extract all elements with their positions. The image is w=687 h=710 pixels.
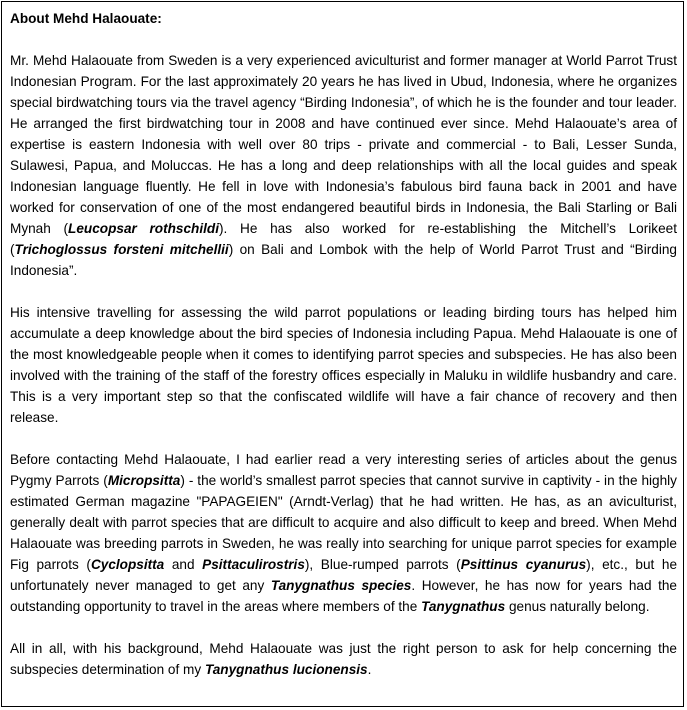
species-name: Tanygnathus (421, 599, 506, 614)
document-frame (1, 1, 684, 707)
paragraph-expertise (10, 302, 677, 428)
text-run: All in all, with his background, Mehd Halaouate was just the right person to ask for help concerning the subspecies determination of my (10, 641, 677, 677)
section-heading: About Mehd Halaouate: (10, 11, 162, 26)
text-run: ) - the world’s smallest parrot species that cannot survive in captivity - in the highly estimated German magazine "PAPAGEIEN" (Arndt-Verlag) that he had written. He has, as an aviculturist, generally dealt with parrot species that are difficult to acquire and also difficult to keep and breed. When Mehd Halaouate was breeding parrots in Sweden, he was really into searching for unique parrot species for example Fig parrots ( (10, 473, 677, 572)
text-run: . However, he has now for years had the outstanding opportunity to travel in the areas where members of the (10, 578, 677, 614)
text-run: ). He has also worked for re-establishing the Mitchell’s Lorikeet ( (10, 221, 677, 257)
species-name: Tanygnathus species (270, 578, 412, 593)
text-run: ) on Bali and Lombok with the help of World Parrot Trust and “Birding Indonesia”. (10, 242, 677, 278)
paragraph-conclusion (10, 638, 677, 680)
species-name: Tanygnathus lucionensis (204, 662, 368, 677)
text-run: and (164, 557, 203, 572)
species-name: Micropsitta (107, 473, 181, 488)
species-name: Psittaculirostris (202, 557, 305, 572)
text-run: Before contacting Mehd Halaouate, I had earlier read a very interesting series of articles about the genus Pygmy Parrots ( (10, 452, 677, 488)
paragraph-contact (10, 449, 677, 617)
species-name: Cyclopsitta (90, 557, 165, 572)
text-run: genus naturally belong. (505, 599, 650, 614)
species-name: Leucopsar rothschildi (68, 221, 219, 236)
text-run: Mr. Mehd Halaouate from Sweden is a very experienced aviculturist and former manager at World Parrot Trust Indonesian Program. For the last approximately 20 years he has lived in Ubud, Indonesia, where he organizes special birdwatching tours via the travel agency “Birding Indonesia”, of which he is the founder and tour leader. He arranged the first birdwatching tour in 2008 and have continued ever since. Mehd Halaouate’s area of expertise is eastern Indonesia with well over 80 trips - private and commercial - to Bali, Lesser Sunda, Sulawesi, Papua, and Moluccas. He has a long and deep relationships with all the local guides and speak Indonesian language fluently. He fell in love with Indonesia’s fabulous bird fauna back in 2001 and have worked for conservation of one of the most endangered beautiful birds in Indonesia, the Bali Starling or Bali Mynah ( (10, 53, 677, 236)
species-name: Psittinus cyanurus (460, 557, 587, 572)
text-run: . (367, 662, 372, 677)
text-run: ), Blue-rumped parrots ( (304, 557, 461, 572)
text-run: ), etc., but he unfortunately never managed to get any (10, 557, 678, 593)
paragraph-background (10, 50, 677, 281)
text-run: His intensive travelling for assessing the wild parrot populations or leading birding tours has helped him accumulate a deep knowledge about the bird species of Indonesia including Papua. Mehd Halaouate is one of the most knowledgeable people when it comes to identifying parrot species and subspecies. He has also been involved with the training of the staff of the forestry offices especially in Maluku in wildlife husbandry and care. This is a very important step so that the confiscated wildlife will have a fair chance of recovery and then release. (10, 305, 677, 425)
species-name: Trichoglossus forsteni mitchellii (14, 242, 229, 257)
